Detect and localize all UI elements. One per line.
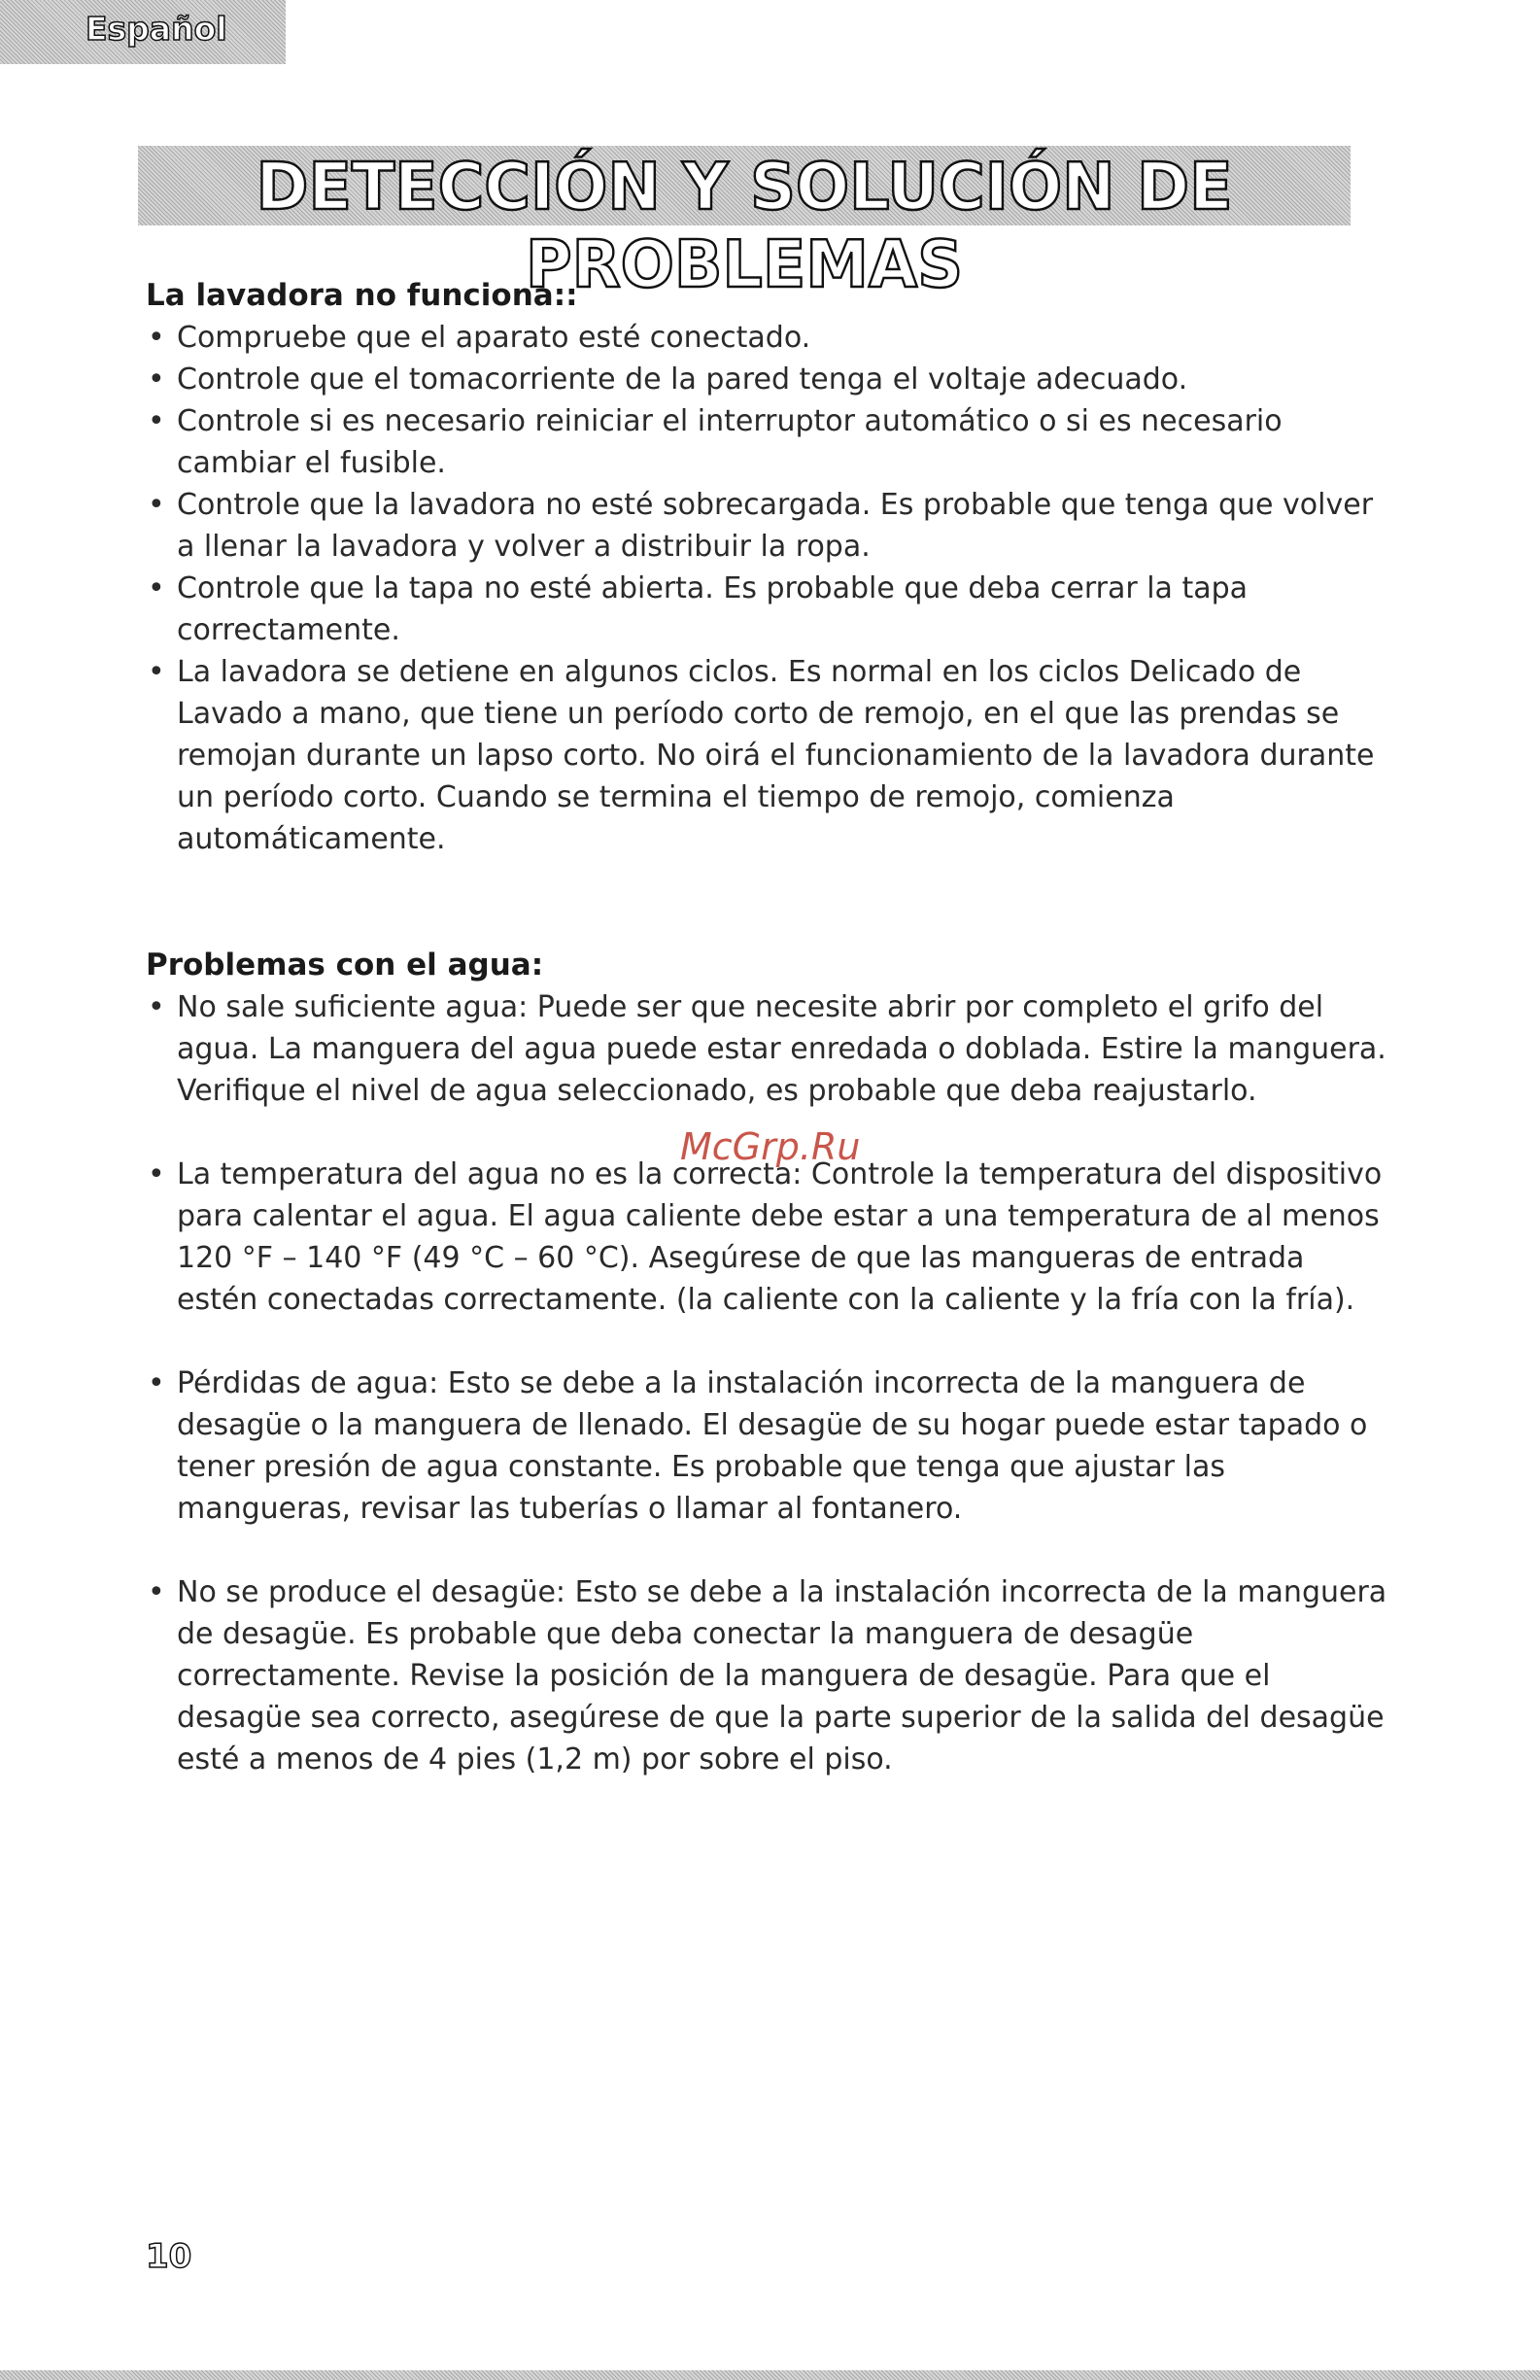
section-heading: La lavadora no funciona:: xyxy=(146,278,578,313)
bullet-icon: • xyxy=(148,1575,165,1609)
list-item: • La lavadora se detiene en algunos ciclos. Es normal en los ciclos Delicado de Lavado a mano, que tiene un período corto de remojo, en el que las prendas se remojan durante un lapso corto. No oirá el funcionamiento de la lavadora durante un período corto. Cuando se termina el tiempo de remojo, comienza automáticamente. xyxy=(146,651,1389,860)
bullet-icon: • xyxy=(148,571,165,605)
bullet-icon: • xyxy=(148,488,165,522)
bullet-icon: • xyxy=(148,362,165,397)
list-item: • Controle que la tapa no esté abierta. Es probable que deba cerrar la tapa correctamente. xyxy=(146,568,1389,651)
list-item: • Controle que la lavadora no esté sobrecargada. Es probable que tenga que volver a llenar la lavadora y volver a distribuir la ropa. xyxy=(146,484,1389,568)
list-item: • Controle que el tomacorriente de la pared tenga el voltaje adecuado. xyxy=(146,359,1389,400)
list-item: • La temperatura del agua no es la correcta: Controle la temperatura del dispositivo para calentar el agua. El agua caliente debe estar a una temperatura de al menos 120 °F – 140 °F (49 °C – 60 °C). Asegúrese de que las mangueras de entrada estén conectadas correctamente. (la caliente con la caliente y la fría con la fría). xyxy=(146,1154,1389,1321)
bullet-icon: • xyxy=(148,655,165,689)
bullet-list xyxy=(146,317,1389,860)
watermark: McGrp.Ru xyxy=(680,1125,861,1168)
list-item: • Pérdidas de agua: Esto se debe a la instalación incorrecta de la manguera de desagüe o la manguera de llenado. El desagüe de su hogar puede estar tapado o tener presión de agua constante. Es probable que tenga que ajustar las mangueras, revisar las tuberías o llamar al fontanero. xyxy=(146,1362,1389,1530)
bullet-icon: • xyxy=(148,404,165,438)
list-item: • No se produce el desagüe: Esto se debe a la instalación incorrecta de la manguera de desagüe. Es probable que deba conectar la manguera de desagüe correctamente. Revise la posición de la manguera de desagüe. Para que el desagüe sea correcto, asegúrese de que la parte superior de la salida del desagüe esté a menos de 4 pies (1,2 m) por sobre el piso. xyxy=(146,1571,1389,1780)
page-number: 10 xyxy=(146,2237,192,2276)
section-heading: Problemas con el agua: xyxy=(146,948,544,983)
page-title: DETECCIÓN Y SOLUCIÓN DE PROBLEMAS xyxy=(256,149,1233,302)
bullet-icon: • xyxy=(148,321,165,355)
bullet-icon: • xyxy=(148,1366,165,1400)
bullet-icon: • xyxy=(148,1157,165,1191)
bottom-rule xyxy=(0,2370,1540,2380)
list-item: • Compruebe que el aparato esté conectado. xyxy=(146,317,1389,359)
list-item: • No sale suficiente agua: Puede ser que necesite abrir por completo el grifo del agua. La manguera del agua puede estar enredada o doblada. Estire la manguera. Verifique el nivel de agua seleccionado, es probable que deba reajustarlo. xyxy=(146,986,1389,1112)
bullet-icon: • xyxy=(148,990,165,1024)
language-tab xyxy=(0,0,286,64)
bullet-list xyxy=(146,986,1389,1780)
language-label: Español xyxy=(86,10,227,48)
section-washer-not-working xyxy=(146,275,1389,860)
list-item: • Controle si es necesario reiniciar el interruptor automático o si es necesario cambiar el fusible. xyxy=(146,400,1389,484)
section-water-problems xyxy=(146,945,1389,1780)
